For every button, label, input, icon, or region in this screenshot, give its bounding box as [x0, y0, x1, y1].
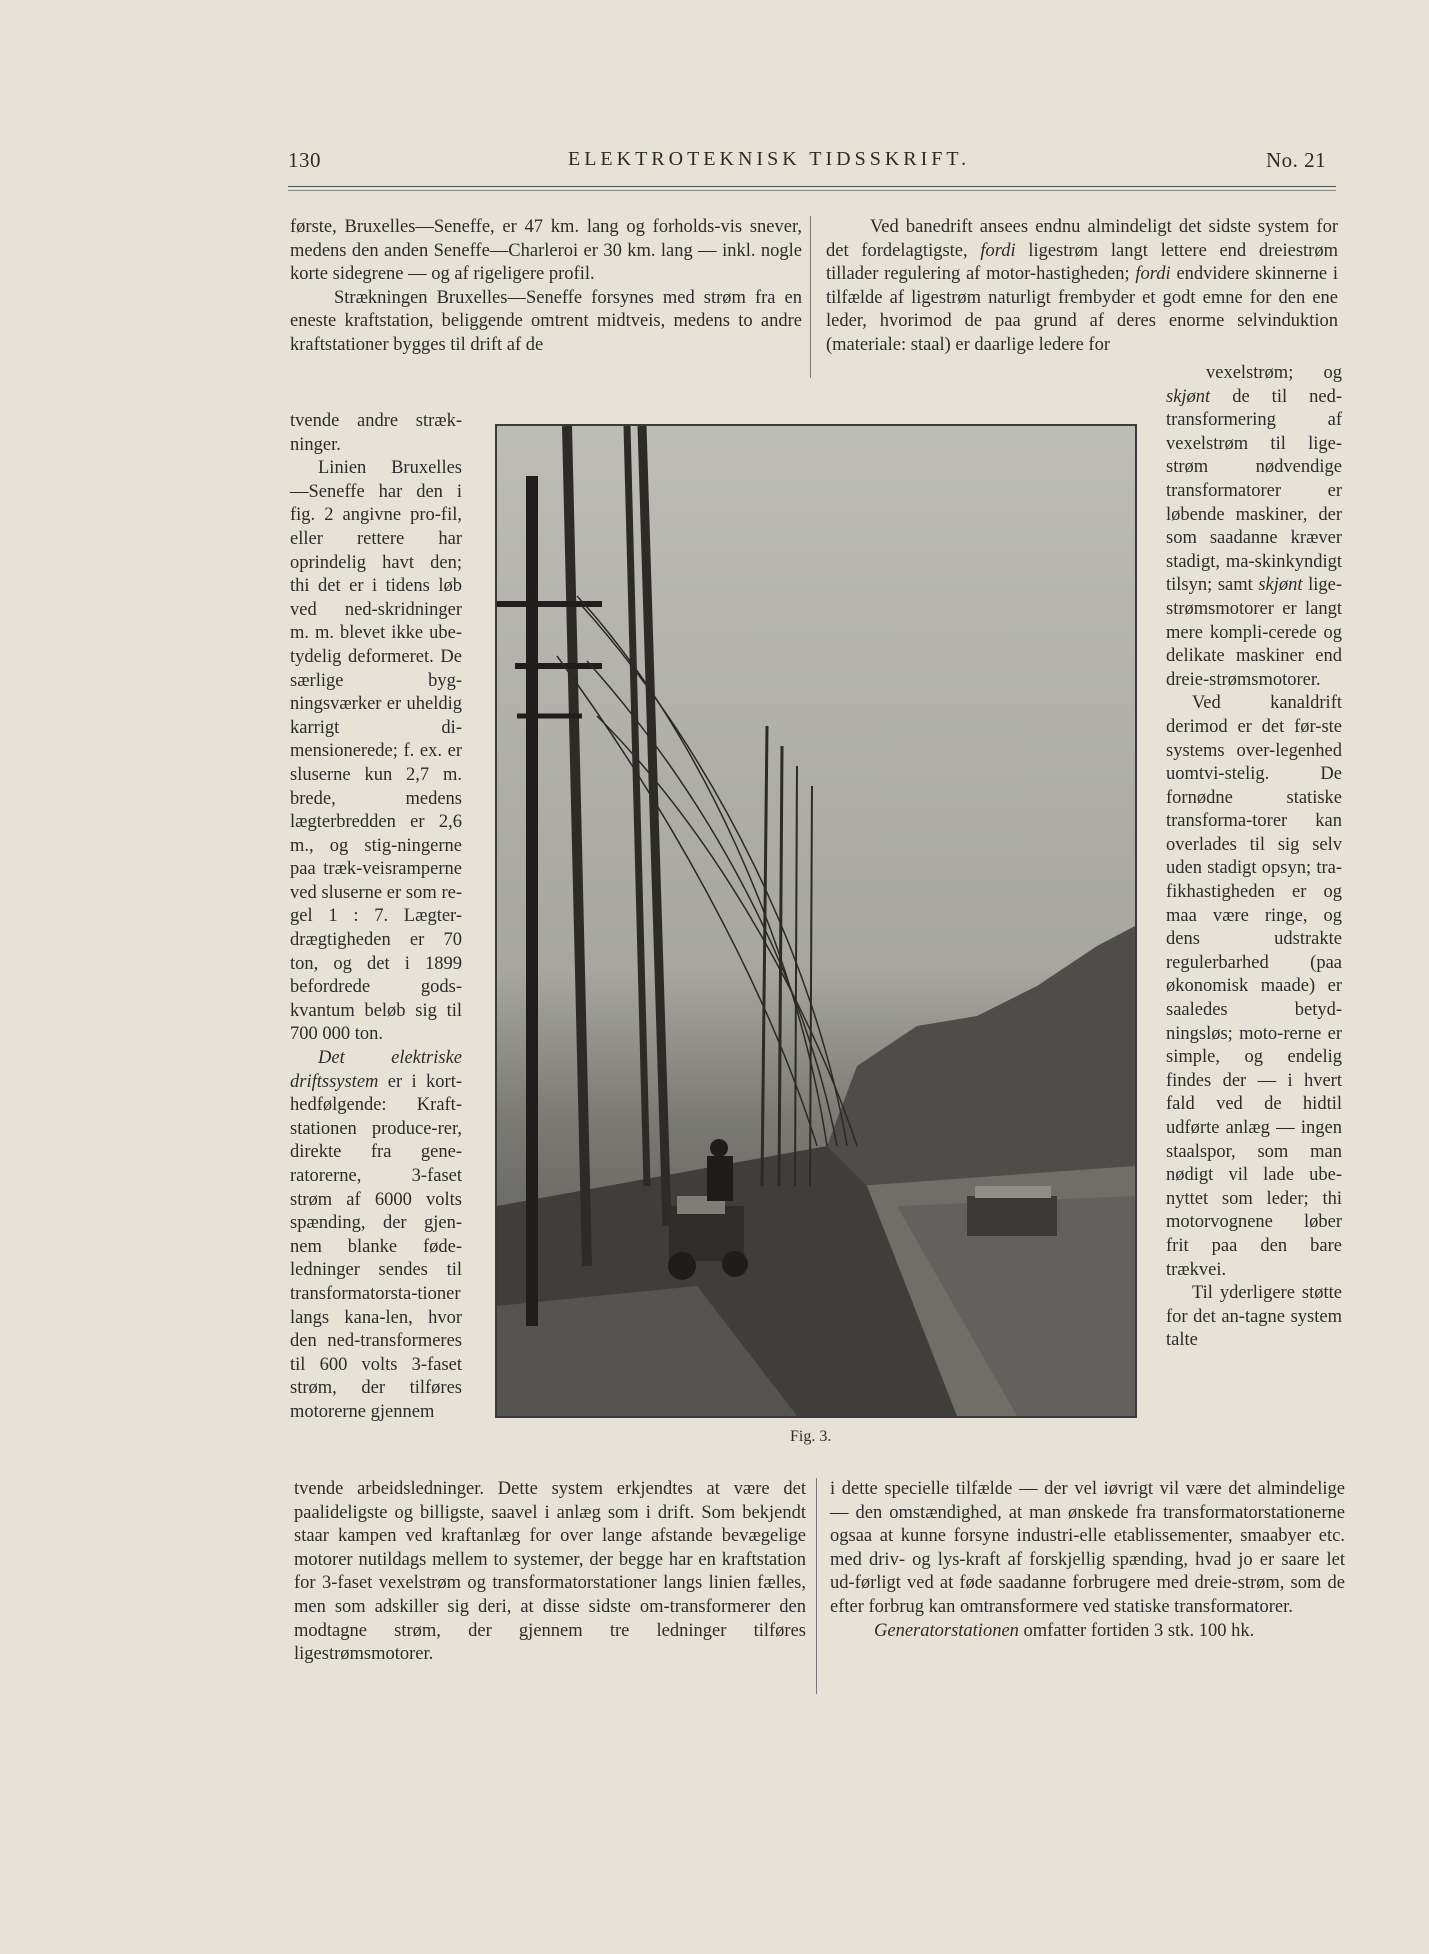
emphasis: skjønt — [1166, 386, 1211, 407]
emphasis: Det elektriske driftssystem — [290, 1048, 462, 1092]
paragraph: tvende arbeidsledninger. Dette system erkjendtes at være det paalideligste og billigste, saavel i anlæg som i drift. Som bekjendt staar kampen ved kraftanlæg for over lange afstande bevægelige motorer nutildags mellem to systemer, der begge har en kraftstation for 3-faset vexelstrøm og transformatorstationer langs linien fælles, men som adskiller sig deri, at disse sidste om-transformerer den modtagne strøm, der gjennem tre ledninger tilføres ligestrømsmotorer. — [294, 1479, 806, 1665]
paragraph — [826, 216, 1338, 358]
text-run: de til ned-transformering af vexelstrøm til lige-strøm nødvendige transformatorer er løbende maskiner, der som saadanne kræver stadigt, ma-skinkyndigt tilsyn; samt — [1166, 386, 1342, 596]
text-run: vexelstrøm; og — [1206, 363, 1342, 383]
paragraph — [290, 1047, 462, 1425]
header-rule-secondary — [288, 190, 1336, 191]
text-run: omfatter fortiden 3 stk. 100 hk. — [1018, 1620, 1255, 1641]
paragraph — [830, 1620, 1345, 1644]
text-run: ligestrøm langt lettere end dreiestrøm tillader regulering af motor-hastigheden; — [826, 240, 1338, 285]
text-run: Ved banedrift ansees endnu almindeligt det sidste system for det fordelagtigste, — [826, 217, 1338, 261]
barge — [967, 1196, 1057, 1236]
header-rule — [288, 186, 1336, 187]
paragraph: Ved kanaldrift derimod er det før-ste systems over-legenhed uomtvi-stelig. De fornødne statiske transforma-torer kan overlades til sig selv uden stadigt opsyn; tra-fikhastigheden er og maa være ringe, og dens udstrakte regulerbarhed (paa økonomisk maade) er saaledes betyd-ningsløs; moto-rerne er simple, og endelig findes der — i hvert fald ved de hidtil udførte anlæg — ingen staalspor, som man nødigt vil lade ube-nyttet som leder; thi motorvognene løber frit paa den bare trækvei. — [1166, 693, 1342, 1280]
emphasis: fordi — [1135, 264, 1171, 285]
journal-title: ELEKTROTEKNISK TIDSSKRIFT. — [568, 148, 971, 170]
emphasis: fordi — [980, 240, 1016, 261]
emphasis: skjønt — [1258, 575, 1303, 596]
paragraph: Linien Bruxelles —Seneffe har den i fig. 2 angivne pro-fil, eller rettere har oprindelig havt den; thi det er i tidens løb ved ned-skridninger m. m. blevet ikke ube-tydelig deformeret. De særlige byg-ningsværker er uheldig karrigt di-mensionerede; f. ex. er sluserne kun 2,7 m. brede, medens lægterbredden er 2,6 m., og stig-ningerne paa træk-veisramperne ved sluserne er som re-gel 1 : 7. Lægter-drægtigheden er 70 ton, og det i 1899 befordrede gods-kvantum beløb sig til 700 000 ton. — [290, 458, 462, 1045]
page-number: 130 — [288, 148, 321, 172]
column-divider — [816, 1478, 817, 1694]
figure-photograph — [495, 424, 1137, 1418]
issue-number: No. 21 — [1266, 148, 1327, 172]
paragraph — [1166, 362, 1342, 692]
figure-caption: Fig. 3. — [790, 1428, 832, 1445]
left-column-top — [290, 216, 802, 358]
emphasis: Generatorstationen — [874, 1620, 1019, 1641]
paragraph: Strækningen Bruxelles—Seneffe forsynes med strøm fra en eneste kraftstation, beliggende omtrent midtveis, medens to andre kraftstationer bygges til drift af de — [290, 287, 802, 355]
right-column-narrow — [1166, 362, 1342, 1353]
text-run: lige-strømsmotorer er langt mere kompli-cerede og delikate maskiner end dreie-strømsmotorer. — [1166, 575, 1342, 690]
paragraph: i dette specielle tilfælde — der vel iøvrigt vil være det almindelige — den omstændighed, at man ønskede fra transformatorstationerne ogsaa at kunne forsyne industri-elle etablissementer, smaabyer etc. med driv- og lys-kraft af forskjellig spænding, hvad jo er saare let ud-førligt ved at føde saadanne forbrugere med dreie-strøm, som de efter forbrug kan omtransformere ved statiske transformatorer. — [830, 1479, 1345, 1617]
right-column-top — [826, 216, 1338, 358]
column-divider — [810, 216, 811, 378]
paragraph: Til yderligere støtte for det an-tagne system talte — [1166, 1283, 1342, 1351]
left-column-narrow — [290, 410, 462, 1425]
right-column-bottom — [830, 1478, 1345, 1643]
left-column-bottom — [294, 1478, 806, 1667]
canal-photo-illustration — [497, 426, 1135, 1416]
text-run: endvidere skinnerne i tilfælde af ligestrøm naturligt frembyder et godt emne for den ene leder, hvorimod de paa grund af deres enorme selvinduktion (materiale: staal) er daarlige ledere for — [826, 264, 1338, 355]
text-run: er i kort-hedfølgende: Kraft-stationen produce-rer, direkte fra gene-ratorerne, 3-faset strøm af 6000 volts spænding, der gjen-nem blanke føde-ledninger sendes til transformatorsta-tioner langs kana-len, hvor den ned-transformeres til 600 volts 3-faset strøm, der tilføres motorerne gjennem — [290, 1071, 462, 1422]
paragraph: tvende andre stræk-ninger. — [290, 411, 462, 455]
paragraph: første, Bruxelles—Seneffe, er 47 km. lang og forholds-vis snever, medens den anden Seneffe—Charleroi er 30 km. lang — inkl. nogle korte sidegrene — og af rigeligere profil. — [290, 217, 802, 285]
